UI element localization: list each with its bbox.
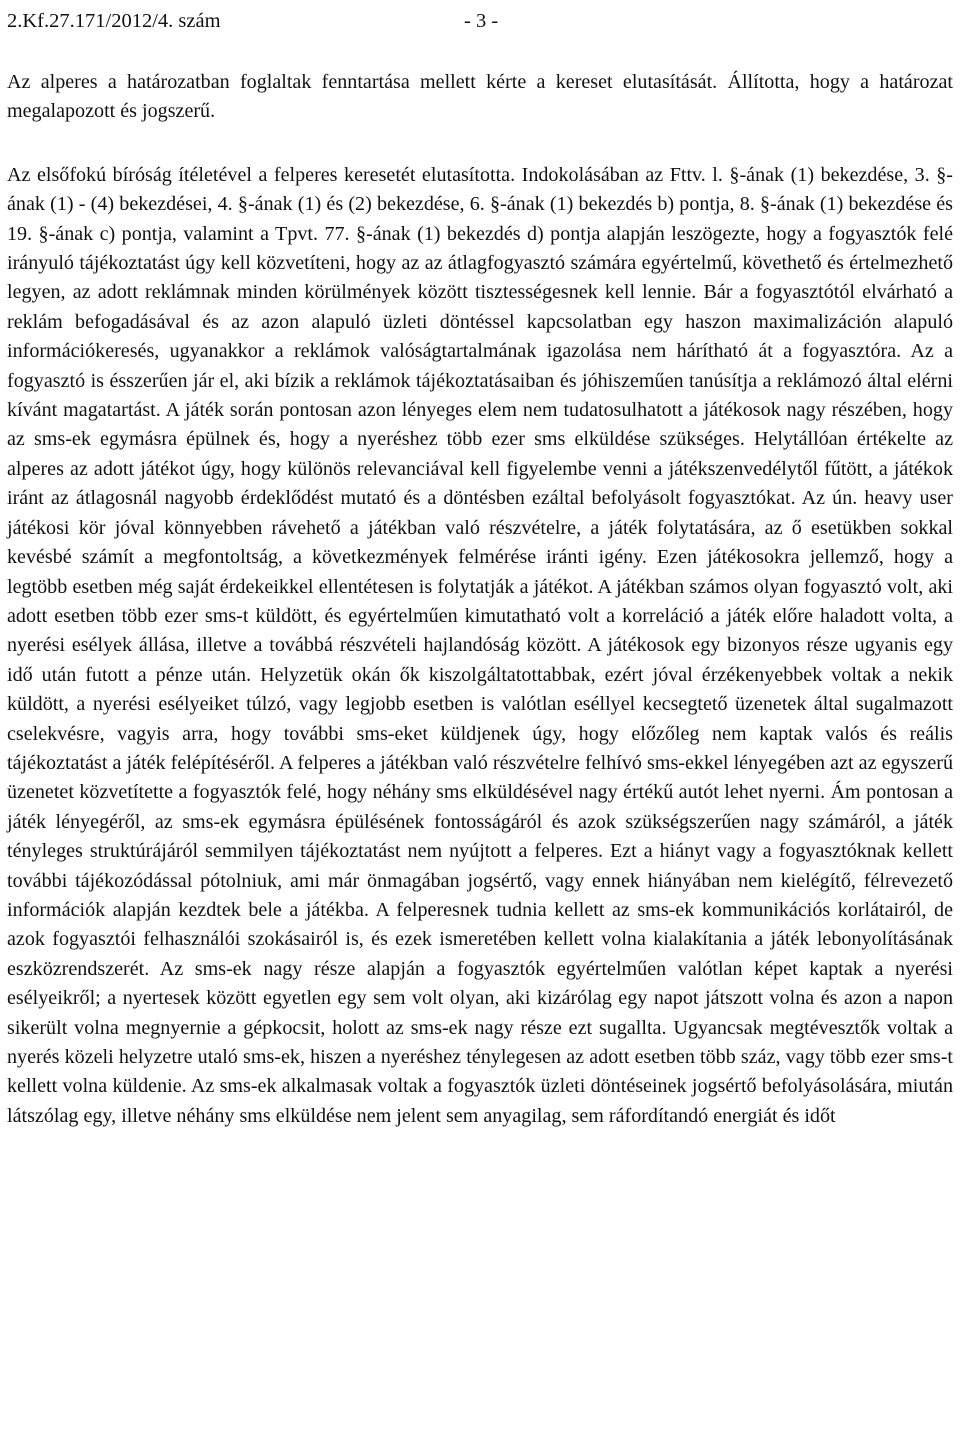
page-number: - 3 - [464, 10, 499, 32]
document-page [7, 0, 953, 1131]
page-header [7, 0, 953, 42]
paragraph-defendant-request: Az alperes a határozatban foglaltak fenntartása mellett kérte a kereset elutasítását. Állította, hogy a határozat megalapozott és jogszerű. [7, 71, 953, 123]
paragraph-first-instance-judgment: Az elsőfokú bíróság ítéletével a felperes keresetét elutasította. Indokolásában az Fttv. l. §-ának (1) bekezdése, 3. §-ának (1) - (4) bekezdései, 4. §-ának (1) és (2) bekezdése, 6. §-ának (1) bekezdés b) pontja, 8. §-ának (1) bekezdése és 19. §-ának c) pontja, valamint a Tpvt. 77. §-ának (1) bekezdés d) pontja alapján leszögezte, hogy a fogyasztók felé irányuló tájékoztatást úgy kell közvetíteni, hogy az az átlagfogyasztó számára egyértelmű, követhető és értelmezhető legyen, az adott reklámnak minden körülmények között tisztességesnek kell lennie. Bár a fogyasztótól elvárható a reklám befogadásával és az azon alapuló üzleti döntéssel kapcsolatban egy haszon maximalizáción alapuló információkeresés, ugyanakkor a reklámok valóságtartalmának igazolása nem hárítható át a fogyasztóra. Az a fogyasztó is ésszerűen jár el, aki bízik a reklámok tájékoztatásaiban és jóhiszeműen tanúsítja a reklámozó által elérni kívánt magatartást. A játék során pontosan azon lényeges elem nem tudatosulhatott a játékosok nagy részében, hogy az sms-ek egymásra épülnek és, hogy a nyeréshez több ezer sms elküldése szükséges. Helytállóan értékelte az alperes az adott játékot úgy, hogy különös relevanciával kell figyelembe venni a játékszenvedélytől fűtött, a játékok iránt az átlagosnál nagyobb érdeklődést mutató és a döntésben ezáltal befolyásolt fogyasztókat. Az ún. heavy user játékosi kör jóval könnyebben rávehető a játékban való részvételre, a játék folytatására, az ő esetükben sokkal kevésbé számít a megfontoltság, a következmények felmérése iránti igény. Ezen játékosokra jellemző, hogy a legtöbb esetben még saját érdekeikkel ellentétesen is folytatják a játékot. A játékban számos olyan fogyasztó volt, aki adott esetben több ezer sms-t küldött, és egyértelműen kimutatható volt a korreláció a játék előre haladott volta, a nyerési esélyek állása, illetve a továbbá részvételi hajlandóság között. A játékosok egy bizonyos része ugyanis egy idő után futott a pénze után. Helyzetük okán ők kiszolgáltatottabbak, ezért jóval érzékenyebbek voltak a nekik küldött, a nyerési esélyeiket túlzó, vagy legjobb esetben is valótlan eséllyel kecsegtető üzenetek által sugalmazott cselekvésre, vagyis arra, hogy további sms-eket küldjenek úgy, hogy előzőleg nem kaptak valós és reális tájékoztatást a játék felépítéséről. A felperes a játékban való részvételre felhívó sms-ekkel lényegében azt az egyszerű üzenetet közvetítette a fogyasztók felé, hogy néhány sms elküldésével nagy értékű autót lehet nyerni. Ám pontosan a játék lényegéről, az sms-ek egymásra épülésének fontosságáról és azok szükségszerűen nagy számáról, a játék tényleges struktúrájáról semmilyen tájékoztatást nem nyújtott a felperes. Ezt a hiányt vagy a fogyasztóknak kellett további tájékozódással pótolniuk, ami már önmagában jogsértő, vagy ennek hiányában nem kielégítő, félrevezető információk alapján kezdtek bele a játékba. A felperesnek tudnia kellett az sms-ek kommunikációs korlátairól, de azok fogyasztói felhasználói szokásairól is, és ezek ismeretében kellett volna kialakítania a játék lebonyolításának eszközrendszerét. Az sms-ek nagy része alapján a fogyasztók egyértelműen valótlan képet kaptak a nyerési esélyeikről; a nyertesek között egyetlen egy sem volt olyan, aki kizárólag egy napot játszott volna és azon a napon sikerült volna megnyernie a gépkocsit, holott az sms-ek nagy része ezt sugallta. Ugyancsak megtévesztők voltak a nyerés közeli helyzetre utaló sms-ek, hiszen a nyeréshez ténylegesen az adott esetben több száz, vagy több ezer sms-t kellett volna küldenie. Az sms-ek alkalmasak voltak a fogyasztók üzleti döntéseinek jogsértő befolyásolására, miután látszólag egy, illetve néhány sms elküldése nem jelent sem anyagilag, sem ráfordítandó energiát és időt [7, 163, 953, 1127]
case-number: 2.Kf.27.171/2012/4. szám [7, 10, 221, 32]
